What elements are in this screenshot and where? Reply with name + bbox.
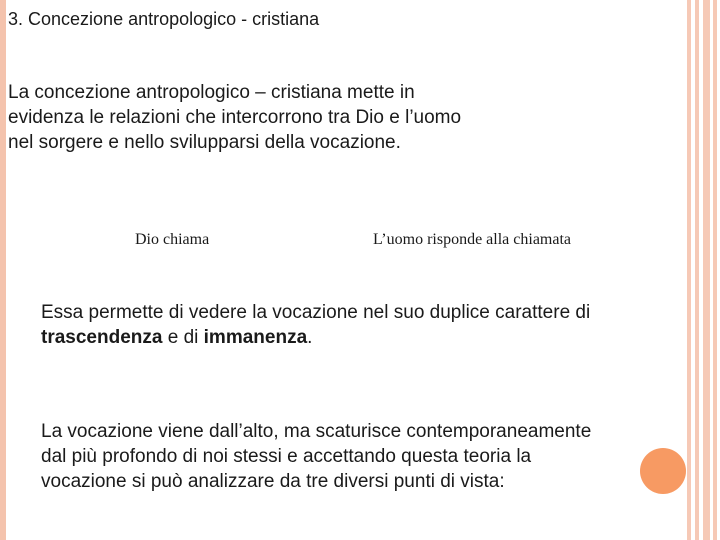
intro-paragraph — [8, 80, 568, 155]
slide-title: 3. Concezione antropologico - cristiana — [8, 9, 320, 29]
duplice-carattere-paragraph — [41, 300, 681, 350]
intro-line: evidenza le relazioni che intercorrono tra Dio e l’uomo — [8, 107, 462, 128]
intro-line: nel sorgere e nello svilupparsi della vocazione. — [8, 132, 401, 153]
paragraph-line: dal più profondo di noi stessi e accettando questa teoria la — [41, 446, 532, 467]
paragraph-line — [41, 325, 681, 350]
emphasis-immanenza: immanenza — [203, 327, 308, 348]
orange-circle-decoration — [640, 448, 686, 494]
label-god-calls: Dio chiama — [135, 231, 210, 248]
intro-line: La concezione antropologico – cristiana mette in — [8, 82, 415, 103]
emphasis-trascendenza: trascendenza — [41, 327, 163, 348]
left-border-decoration — [0, 0, 6, 540]
label-man-responds: L’uomo risponde alla chiamata — [373, 231, 572, 248]
paragraph-line: La vocazione viene dall’alto, ma scaturisce contemporaneamente — [41, 421, 592, 442]
vocazione-paragraph — [41, 419, 691, 494]
paragraph-line: Essa permette di vedere la vocazione nel suo duplice carattere di — [41, 302, 591, 323]
end-punctuation: . — [307, 327, 313, 348]
connector-text: e di — [162, 327, 204, 348]
paragraph-line: vocazione si può analizzare da tre diversi punti di vista: — [41, 471, 505, 492]
